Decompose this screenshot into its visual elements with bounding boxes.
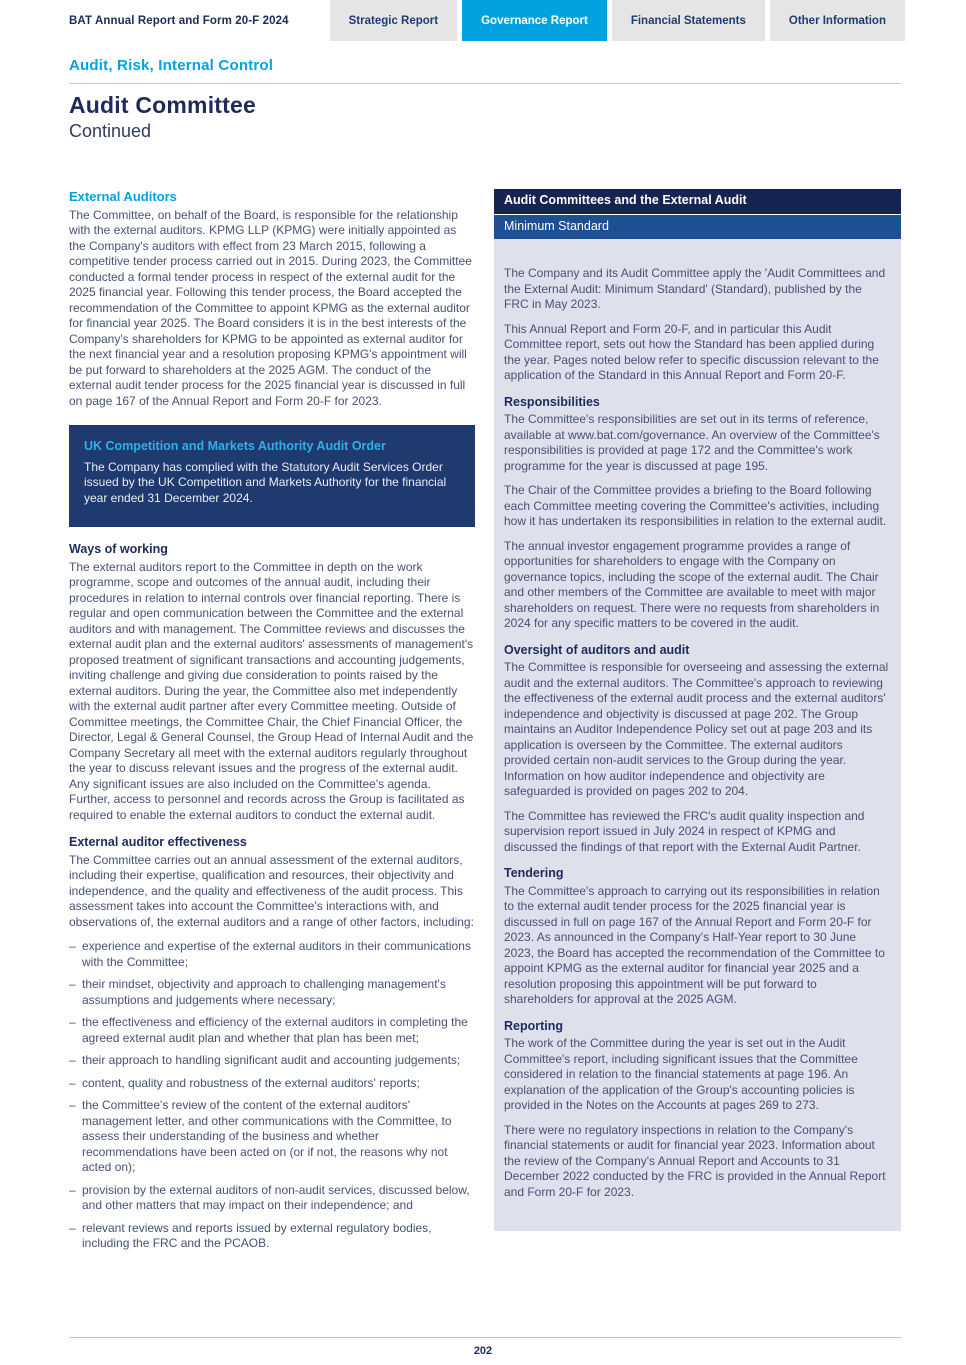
- panel-intro-paragraph: This Annual Report and Form 20-F, and in particular this Audit Committee report, sets out how the Standard has been applied during the year. Pages noted below refer to specific discussion relevant to the application of the Standard in this Annual Report and Form 20-F.: [504, 321, 879, 382]
- tab-other-information[interactable]: Other Information: [770, 0, 905, 41]
- panel-body: [494, 239, 901, 1231]
- list-item: – relevant reviews and reports issued by external regulatory bodies, including the FRC and the PCAOB.: [69, 1221, 475, 1252]
- report-title: BAT Annual Report and Form 20-F 2024: [69, 14, 289, 27]
- section-label: Audit, Risk, Internal Control: [69, 57, 274, 74]
- list-item: – experience and expertise of the external auditors in their communications with the Committee;: [69, 939, 475, 970]
- effectiveness-factors-list: [69, 939, 475, 1252]
- auditor-effectiveness-heading: External auditor effectiveness: [69, 835, 247, 849]
- minimum-standard-panel: [494, 189, 901, 1231]
- ways-of-working-heading: Ways of working: [69, 542, 168, 556]
- page-footer: [0, 1337, 966, 1357]
- right-column: [494, 189, 901, 1231]
- tab-governance-report[interactable]: Governance Report: [462, 0, 607, 41]
- tab-strategic-report[interactable]: Strategic Report: [330, 0, 457, 41]
- list-item: – their approach to handling significant audit and accounting judgements;: [69, 1053, 475, 1069]
- list-item: – content, quality and robustness of the external auditors' reports;: [69, 1076, 475, 1092]
- responsibilities-heading: Responsibilities: [504, 394, 600, 409]
- left-column: [69, 189, 475, 1259]
- external-auditors-heading: External Auditors: [69, 189, 177, 204]
- list-item: – provision by the external auditors of non-audit services, discussed below, and other matters that may impact on their independence; and: [69, 1183, 475, 1214]
- tab-financial-statements[interactable]: Financial Statements: [612, 0, 765, 41]
- responsibilities-paragraph: The annual investor engagement programme provides a range of opportunities for shareholders to engage with the Company on governance topics, including the scope of the external audit. The Chair and other members of the Committee are available to meet with major shareholders on request. There were no requests from shareholders in 2024 for any specific matters to be covered in the audit.: [504, 538, 880, 630]
- reporting-paragraph: There were no regulatory inspections in relation to the Company's financial statements or audit for financial year 2023. Information about the review of the Company's Annual Report and Accounts to 31 December 2022 conducted by the FRC is provided in the Annual Report and Form 20-F for 2023.: [504, 1122, 886, 1199]
- cma-audit-order-box: [69, 425, 475, 527]
- top-header: [0, 0, 966, 41]
- responsibilities-paragraph: The Committee's responsibilities are set out in its terms of reference, available at www.bat.com/governance. An overview of the Committee's responsibilities is provided at page 172 and the Committee's work programme for the year is discussed at page 195.: [504, 412, 880, 473]
- panel-title-bar: Audit Committees and the External Audit: [494, 189, 901, 214]
- cma-box-heading: UK Competition and Markets Authority Audit Order: [84, 439, 386, 453]
- tendering-heading: Tendering: [504, 866, 564, 880]
- footer-divider: [69, 1337, 901, 1338]
- panel-intro-paragraph: The Company and its Audit Committee apply the 'Audit Committees and the External Audit: Minimum Standard' (Standard), published by the FRC in May 2023.: [504, 266, 886, 311]
- oversight-heading: Oversight of auditors and audit: [504, 642, 690, 657]
- page-title: Audit Committee: [69, 92, 256, 118]
- content-columns: [69, 189, 901, 1259]
- page-subtitle: Continued: [69, 121, 152, 141]
- list-item: – their mindset, objectivity and approach to challenging management's assumptions and judgements where necessary;: [69, 977, 475, 1008]
- auditor-effectiveness-intro: The Committee carries out an annual assessment of the external auditors, including their expertise, qualification and resources, their objectivity and independence, and the quality and effectiveness of the audit process. This assessment takes into account the Committee's interactions with, and observations of, the external auditors and a range of other factors, including:: [69, 852, 474, 929]
- cma-box-paragraph: The Company has complied with the Statutory Audit Services Order issued by the UK Competition and Markets Authority for the financial year ended 31 December 2024.: [84, 459, 447, 505]
- reporting-paragraph: The work of the Committee during the year is set out in the Audit Committee's report, including significant issues that the Committee considered in relation to the financial statements at page 196. An explanation of the application of the Group's accounting policies is provided in the Notes on the Accounts at pages 269 to 273.: [504, 1036, 858, 1112]
- external-auditors-paragraph: The Committee, on behalf of the Board, is responsible for the relationship with the external auditors. KPMG LLP (KPMG) were initially appointed as the Company's auditors with effect from 23 March 2015, following a competitive tender process carried out in 2015. During 2023, the Committee conducted a formal tender process in respect of the external audit for the 2025 financial year. Following this tender process, the Board accepted the recommendation of the Committee to appoint KPMG as the external auditor for financial year 2025. The Board considers it is in the best interests of the Company's shareholders for KPMG to be appointed as external auditor for the next financial year and a resolution proposing KPMG's appointment will be put forward to shareholders at the 2025 AGM. The conduct of the external audit tender process for the 2025 financial year is discussed in full on page 167 of the Annual Report and Form 20-F for 2023.: [69, 207, 472, 408]
- tendering-paragraph: The Committee's approach to carrying out its responsibilities in relation to the external audit tender process for the 2025 financial year is discussed in full on page 167 of the Annual Report and Form 20-F for 2023. As announced in the Company's Half-Year report to 30 June 2023, the Board has accepted the recommendation of the Committee to appoint KPMG as the external auditor for financial year 2025 and a resolution proposing this appointment will be put forward to shareholders for approval at the 2025 AGM.: [504, 883, 885, 1006]
- section-tabs: [330, 0, 905, 41]
- panel-subtitle-bar: Minimum Standard: [494, 215, 901, 240]
- page-number: 202: [473, 1345, 493, 1357]
- oversight-paragraph: The Committee has reviewed the FRC's audit quality inspection and supervision report issued in July 2024 in respect of KPMG and discussed the findings of that report with the External Audit Partner.: [504, 808, 865, 854]
- reporting-heading: Reporting: [504, 1018, 564, 1033]
- list-item: – the Committee's review of the content of the external auditors' management letter, and other communications with the Committee, to assess their understanding of the business and whether recommendations have been acted on (or if not, the reasons why not acted on);: [69, 1098, 475, 1176]
- responsibilities-paragraph: The Chair of the Committee provides a briefing to the Board following each Committee meeting covering the Committee's activities, including how it has undertaken its responsibilities in relation to the external audit.: [504, 483, 887, 528]
- title-divider: [69, 83, 901, 84]
- list-item: – the effectiveness and efficiency of the external auditors in completing the agreed external audit plan and whether that plan has been met;: [69, 1015, 475, 1046]
- ways-of-working-paragraph: The external auditors report to the Committee in depth on the work programme, scope and outcomes of the annual audit, including their procedures in relation to internal controls over financial reporting. There is regular and open communication between the Committee and the external auditors and with management. The Committee reviews and discusses the external audit plan and the external auditors' assessments of management's proposed treatment of significant transactions and accounting judgements, inviting challenge and giving due consideration to points raised by the external auditors. During the year, the Committee also met independently with the external audit partner after every Committee meeting. Outside of Committee meetings, the Committee Chair, the Chief Financial Officer, the Director, Legal & General Counsel, the Group Head of Internal Audit and the Company Secretary all meet with the external auditors regularly throughout the year to discuss relevant issues and the progress of the external audit. Any significant issues are also included on the Committee's agenda. Further, access to personnel and records across the Group is facilitated as required to enable the external auditors to conduct the external audit.: [69, 559, 474, 822]
- oversight-paragraph: The Committee is responsible for overseeing and assessing the external audit and the external auditors. The Committee's approach to reviewing the effectiveness of the external audit process and the external auditors' independence and objectivity is discussed at page 202. The Group maintains an Auditor Independence Policy set out at page 203 and its application is overseen by the Committee. The external auditors provided certain non-audit services to the Group during the year. Information on how auditor independence and objectivity are safeguarded is provided on pages 202 to 204.: [504, 660, 889, 798]
